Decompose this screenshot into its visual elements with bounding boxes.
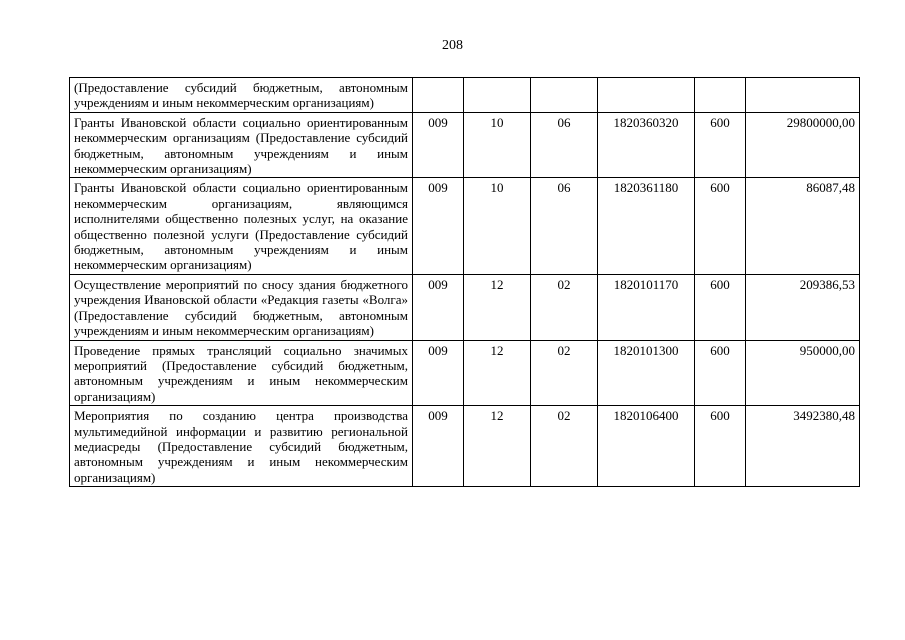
row-description: Осуществление мероприятий по сносу здания бюджетного учреждения Ивановской области «Редакция газеты «Волга» (Предоставление субсидий бюджетным, автономным учреждениям и иным некоммерческим организациям) <box>70 274 413 340</box>
row-section-code: 12 <box>464 340 531 406</box>
row-expense-type: 600 <box>695 274 746 340</box>
row-description: Проведение прямых трансляций социально значимых мероприятий (Предоставление субсидий бюджетным, автономным учреждениям и иным некоммерческим организациям) <box>70 340 413 406</box>
row-ministry-code: 009 <box>413 112 464 178</box>
budget-table <box>69 77 860 487</box>
row-expense-type <box>695 78 746 113</box>
row-subsection-code: 06 <box>531 112 598 178</box>
row-target-article <box>598 78 695 113</box>
row-section-code: 10 <box>464 178 531 274</box>
row-section-code: 12 <box>464 274 531 340</box>
row-amount <box>746 78 860 113</box>
row-target-article: 1820106400 <box>598 406 695 487</box>
table-row <box>70 406 860 487</box>
row-target-article: 1820101170 <box>598 274 695 340</box>
row-target-article: 1820101300 <box>598 340 695 406</box>
table-row <box>70 78 860 113</box>
row-ministry-code: 009 <box>413 178 464 274</box>
row-target-article: 1820361180 <box>598 178 695 274</box>
row-section-code: 10 <box>464 112 531 178</box>
row-subsection-code: 06 <box>531 178 598 274</box>
table-row <box>70 178 860 274</box>
row-amount: 29800000,00 <box>746 112 860 178</box>
row-ministry-code: 009 <box>413 340 464 406</box>
row-ministry-code: 009 <box>413 406 464 487</box>
table-row <box>70 340 860 406</box>
row-amount: 950000,00 <box>746 340 860 406</box>
row-amount: 3492380,48 <box>746 406 860 487</box>
row-expense-type: 600 <box>695 340 746 406</box>
row-amount: 209386,53 <box>746 274 860 340</box>
row-description: Гранты Ивановской области социально ориентированным некоммерческим организациям, являющимся исполнителями общественно полезных услуг, на оказание общественно полезной услуги (Предоставление субсидий бюджетным, автономным учреждениям и иным некоммерческим организациям) <box>70 178 413 274</box>
row-subsection-code <box>531 78 598 113</box>
table-row <box>70 274 860 340</box>
row-target-article: 1820360320 <box>598 112 695 178</box>
row-subsection-code: 02 <box>531 340 598 406</box>
row-description: Мероприятия по созданию центра производства мультимедийной информации и развитию региональной медиасреды (Предоставление субсидий бюджетным, автономным учреждениям и иным некоммерческим организациям) <box>70 406 413 487</box>
row-expense-type: 600 <box>695 112 746 178</box>
row-expense-type: 600 <box>695 178 746 274</box>
table-row <box>70 112 860 178</box>
row-subsection-code: 02 <box>531 274 598 340</box>
row-section-code <box>464 78 531 113</box>
row-section-code: 12 <box>464 406 531 487</box>
row-ministry-code <box>413 78 464 113</box>
page-number: 208 <box>442 38 463 53</box>
row-amount: 86087,48 <box>746 178 860 274</box>
row-ministry-code: 009 <box>413 274 464 340</box>
row-expense-type: 600 <box>695 406 746 487</box>
row-subsection-code: 02 <box>531 406 598 487</box>
row-description: (Предоставление субсидий бюджетным, автономным учреждениям и иным некоммерческим организациям) <box>70 78 413 113</box>
row-description: Гранты Ивановской области социально ориентированным некоммерческим организациям (Предоставление субсидий бюджетным, автономным учреждениям и иным некоммерческим организациям) <box>70 112 413 178</box>
